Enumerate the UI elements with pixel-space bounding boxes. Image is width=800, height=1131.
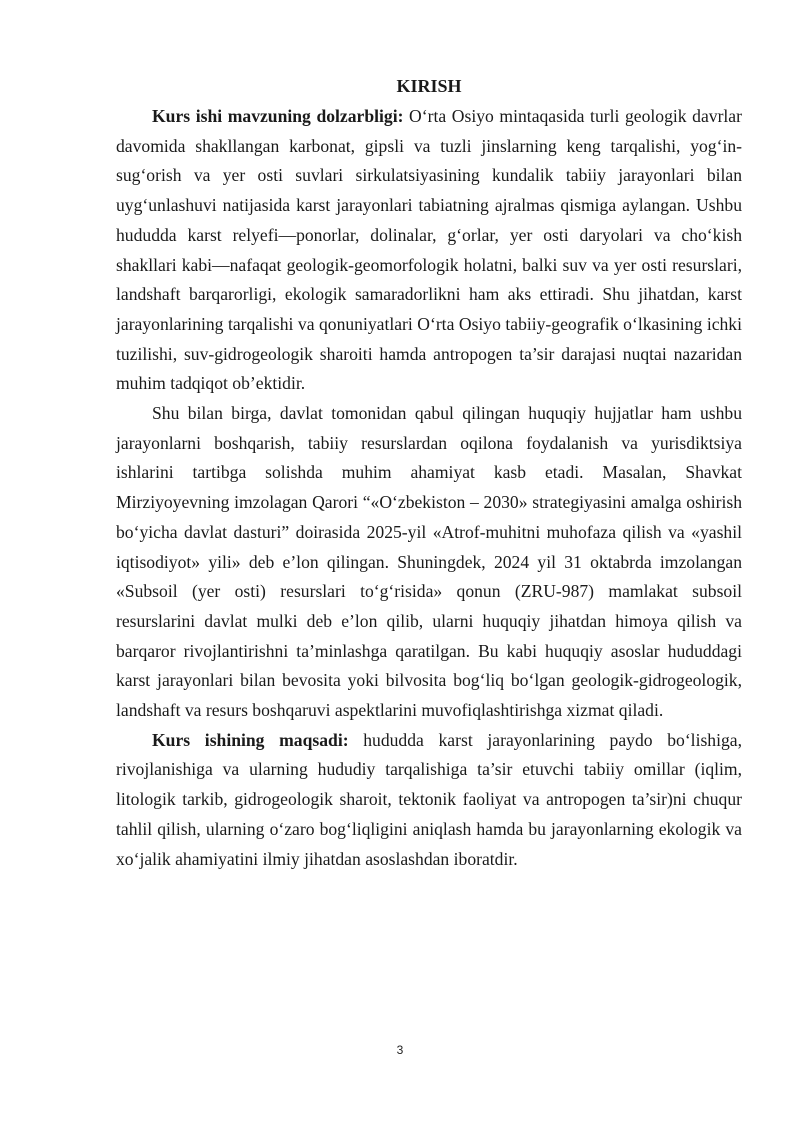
paragraph-goal bbox=[116, 726, 742, 875]
paragraph-text: O‘rta Osiyo mintaqasida turli geologik davrlar davomida shakllangan karbonat, gipsli va tuzli jinslarning keng tarqalishi, yog‘in-sug‘orish va yer osti suvlari sirkulatsiyasining kundalik tabiiy jarayonlari bilan uyg‘unlashuvi natijasida karst jarayonlari tabiatning ajralmas qismiga aylangan. Ushbu hududda karst relyefi—ponorlar, dolinalar, g‘orlar, yer osti daryolari va cho‘kish shakllari kabi—nafaqat geologik-geomorfologik holatni, balki suv va yer osti resurslari, landshaft barqarorligi, ekologik samaradorlikni ham aks ettiradi. Shu jihatdan, karst jarayonlarining tarqalishi va qonuniyatlari O‘rta Osiyo tabiiy-geografik o‘lkasining ichki tuzilishi, suv-gidrogeologik sharoiti hamda antropogen ta’sir darajasi nuqtai nazaridan muhim tadqiqot ob’ektidir. bbox=[116, 106, 742, 394]
document-page bbox=[116, 72, 742, 874]
paragraph-relevance bbox=[116, 102, 742, 399]
paragraph-text: Shu bilan birga, davlat tomonidan qabul qilingan huquqiy hujjatlar ham ushbu jarayonlarni boshqarish, tabiiy resurslardan oqilona foydalanish va yurisdiktsiya ishlarini tartibga solishda muhim ahamiyat kasb etadi. Masalan, Shavkat Mirziyoyevning imzolagan Qarori “«O‘zbekiston – 2030» strategiyasini amalga oshirish bo‘yicha davlat dasturi” doirasida 2025-yil «Atrof-muhitni muhofaza qilish va «yashil iqtisodiyot» yili» deb e’lon qilingan. Shuningdek, 2024 yil 31 oktabrda imzolangan «Subsoil (yer osti) resurslari to‘g‘risida» qonun (ZRU-987) mamlakat subsoil resurslarini davlat mulki deb e’lon qilib, ularni huquqiy jihatdan himoya qilish va barqaror rivojlantirishni ta’minlashga qaratilgan. Bu kabi huquqiy asoslar hududdagi karst jarayonlari bilan bevosita yoki bilvosita bog‘liq bo‘lgan geologik-gidrogeologik, landshaft va resurs boshqaruvi aspektlarini muvofiqlashtirishga xizmat qiladi. bbox=[116, 403, 742, 721]
paragraph-lead: Kurs ishi mavzuning dolzarbligi: bbox=[152, 106, 404, 126]
section-heading: KIRISH bbox=[396, 76, 462, 96]
page-number: 3 bbox=[396, 1043, 404, 1057]
paragraph-legal-basis bbox=[116, 399, 742, 726]
paragraph-lead: Kurs ishining maqsadi: bbox=[152, 729, 349, 750]
paragraph-text: hududda karst jarayonlarining paydo bo‘lishiga, rivojlanishiga va ularning hududiy tarqalishiga ta’sir etuvchi tabiiy omillar (iqlim, litologik tarkib, gidrogeologik sharoit, tektonik faoliyat va antropogen ta’sir)ni chuqur tahlil qilish, ularning o‘zaro bog‘liqligini aniqlash hamda bu jarayonlarning ekologik va xo‘jalik ahamiyatini ilmiy jihatdan asoslashdan iboratdir. bbox=[116, 729, 742, 869]
